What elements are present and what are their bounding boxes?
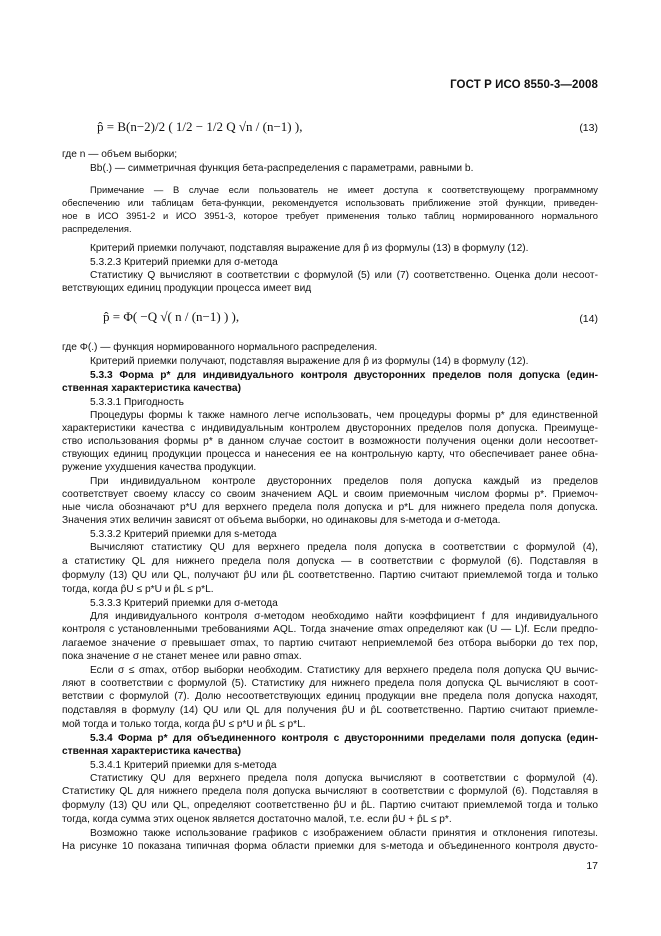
text-line: Bb(.) — симметричная функция бета-распределения с параметрами, равными b. [90, 163, 474, 174]
note-line: ное в ИСО 3951-2 и ИСО 3951-3, которое требует применения только таблиц нормированного нормального [62, 210, 598, 221]
text-line: На рисунке 10 показана типичная форма области приемки для s-метода и объединенного контроля двусто- [62, 841, 598, 852]
text-line: где n — объем выборки; [62, 149, 178, 160]
text-line: Для индивидуального контроля σ-методом необходимо найти коэффициент f для индивидуального [90, 611, 598, 622]
text-line: Процедуры формы k также намного легче использовать, чем процедуры формы p* для единственной [90, 410, 598, 421]
text-line: ветствии с формулой (7). Долю несоответствующих единиц продукции вне предела поля допуска находят, [62, 691, 598, 702]
text-line: а статистику QL для нижнего предела поля допуска — в соответствии с формулой (6). Подставляя в [62, 556, 598, 567]
text-line: Вычисляют статистику QU для верхнего предела поля допуска в соответствии с формулой (4), [90, 542, 598, 553]
text-line: ные числа обозначают p*U для верхнего предела поля допуска и p*L для нижнего предела поля допуска. [62, 502, 598, 513]
text-line: характеристики качества с индивидуальным контролем двусторонних пределов поля допуска. Преимуще- [62, 423, 598, 434]
formula-14-number: (14) [579, 313, 598, 325]
text-line: соответствует своему классу со своим значением AQL и своим приемочным числом формы p*. Приемоч- [62, 489, 598, 500]
text-line: Значения этих величин зависят от объема выборки, но одинаковы для s-метода и σ-метода. [62, 515, 501, 526]
text-line: тогда, когда сумма этих оценок является достаточно малой, т.е. если p̂U + p̂L ≤ p*. [62, 814, 452, 825]
text-line: ство использования формы p* в данном случае состоит в возможности получения оценки доли несоответ- [62, 436, 598, 447]
text-line: пока значение σ не станет менее или равно σmax. [62, 651, 302, 662]
text-line: тогда, когда p̂U ≤ p*U и p̂L ≤ p*L. [62, 584, 214, 595]
text-line: ляют в соответствии с формулой (5). Статистику для нижнего предела поля допуска QL вычисляют в соот- [62, 678, 598, 689]
note-line: Примечание — В случае если пользователь не имеет доступа к соответствующему программному [90, 184, 598, 195]
text-line: Если σ ≤ σmax, отбор выборки необходим. Статистику для верхнего предела поля допуска QU вычис- [90, 665, 598, 676]
text-line: Статистику Q вычисляют в соответствии с формулой (5) или (7) соответственно. Оценка доли несоот- [90, 270, 598, 281]
document-header: ГОСТ Р ИСО 8550-3—2008 [450, 79, 598, 91]
section-heading: 5.3.3.1 Пригодность [90, 397, 184, 408]
text-line: ружение ухудшения качества продукции. [62, 462, 257, 473]
section-heading: 5.3.3.3 Критерий приемки для σ-метода [90, 598, 278, 609]
formula-13: p̂ = B(n−2)/2 ( 1/2 − 1/2 Q √n / (n−1) ), [97, 119, 303, 134]
text-line: формулу (13) QU или QL, получают p̂U или p̂L соответственно. Партию считают приемлемой тогда и только [62, 570, 598, 581]
text-line: формулу (13) QU или QL, определяют соответственно p̂U и p̂L. Партию считают приемлемой тогда и только [62, 800, 598, 811]
text-line: ветствующих единиц продукции процесса имеет вид [62, 283, 312, 294]
text-line: где Φ(.) — функция нормированного нормального распределения. [62, 342, 378, 353]
text-line: контроля с установленными требованиями AQL. Тогда значение σmax определяют как (U — L)f. Если предпо- [62, 624, 598, 635]
text-line: ствующих единиц продукции процесса и нанесения ее на контрольную карту, что обеспечивает ранее обна- [62, 449, 598, 460]
section-heading: 5.3.4 Форма p* для объединенного контроля с двусторонними пределами поля допуска (един- [90, 733, 598, 744]
section-heading: 5.3.3 Форма p* для индивидуального контроля двусторонних пределов поля допуска (един- [90, 370, 598, 381]
section-heading: 5.3.3.2 Критерий приемки для s-метода [90, 529, 277, 540]
text-line: Критерий приемки получают, подставляя выражение для p̂ из формулы (14) в формулу (12). [90, 356, 529, 367]
text-line: мой тогда и только тогда, когда p̂U ≤ p*U и p̂L ≤ p*L. [62, 719, 306, 730]
text-line: Статистику QL для нижнего предела поля допуска вычисляют в соответствии с формулой (6). Подставляя в [62, 786, 598, 797]
formula-13-number: (13) [579, 122, 598, 134]
page-number: 17 [586, 860, 598, 872]
text-line: Статистику QU для верхнего предела поля допуска вычисляют в соответствии с формулой (4). [90, 773, 598, 784]
text-line: При индивидуальном контроле двусторонних пределов поля допуска каждый из пределов [90, 476, 598, 487]
text-line: подставляя в формулу (14) QU или QL для получения p̂U и p̂L соответственно. Партию считают приемле- [62, 705, 598, 716]
section-heading: ственная характеристика качества) [62, 383, 241, 394]
section-heading: 5.3.2.3 Критерий приемки для σ-метода [90, 257, 278, 268]
text-line: Возможно также использование графиков с изображением области принятия и отклонения гипотезы. [90, 828, 598, 839]
text-line: Критерий приемки получают, подставляя выражение для p̂ из формулы (13) в формулу (12). [90, 243, 529, 254]
section-heading: 5.3.4.1 Критерий приемки для s-метода [90, 760, 277, 771]
formula-14: p̂ = Φ( −Q √( n / (n−1) ) ), [103, 309, 240, 324]
note-line: обеспечению или таблицам бета-функции, рекомендуется использовать приближение этой функции, приведен- [62, 197, 598, 208]
section-heading: ственная характеристика качества) [62, 746, 241, 757]
note-line: распределения. [62, 223, 132, 234]
text-line: лагаемое значение σ превышает σmax, то партию считают неприемлемой без отбора выборки до тех пор, [62, 638, 598, 649]
